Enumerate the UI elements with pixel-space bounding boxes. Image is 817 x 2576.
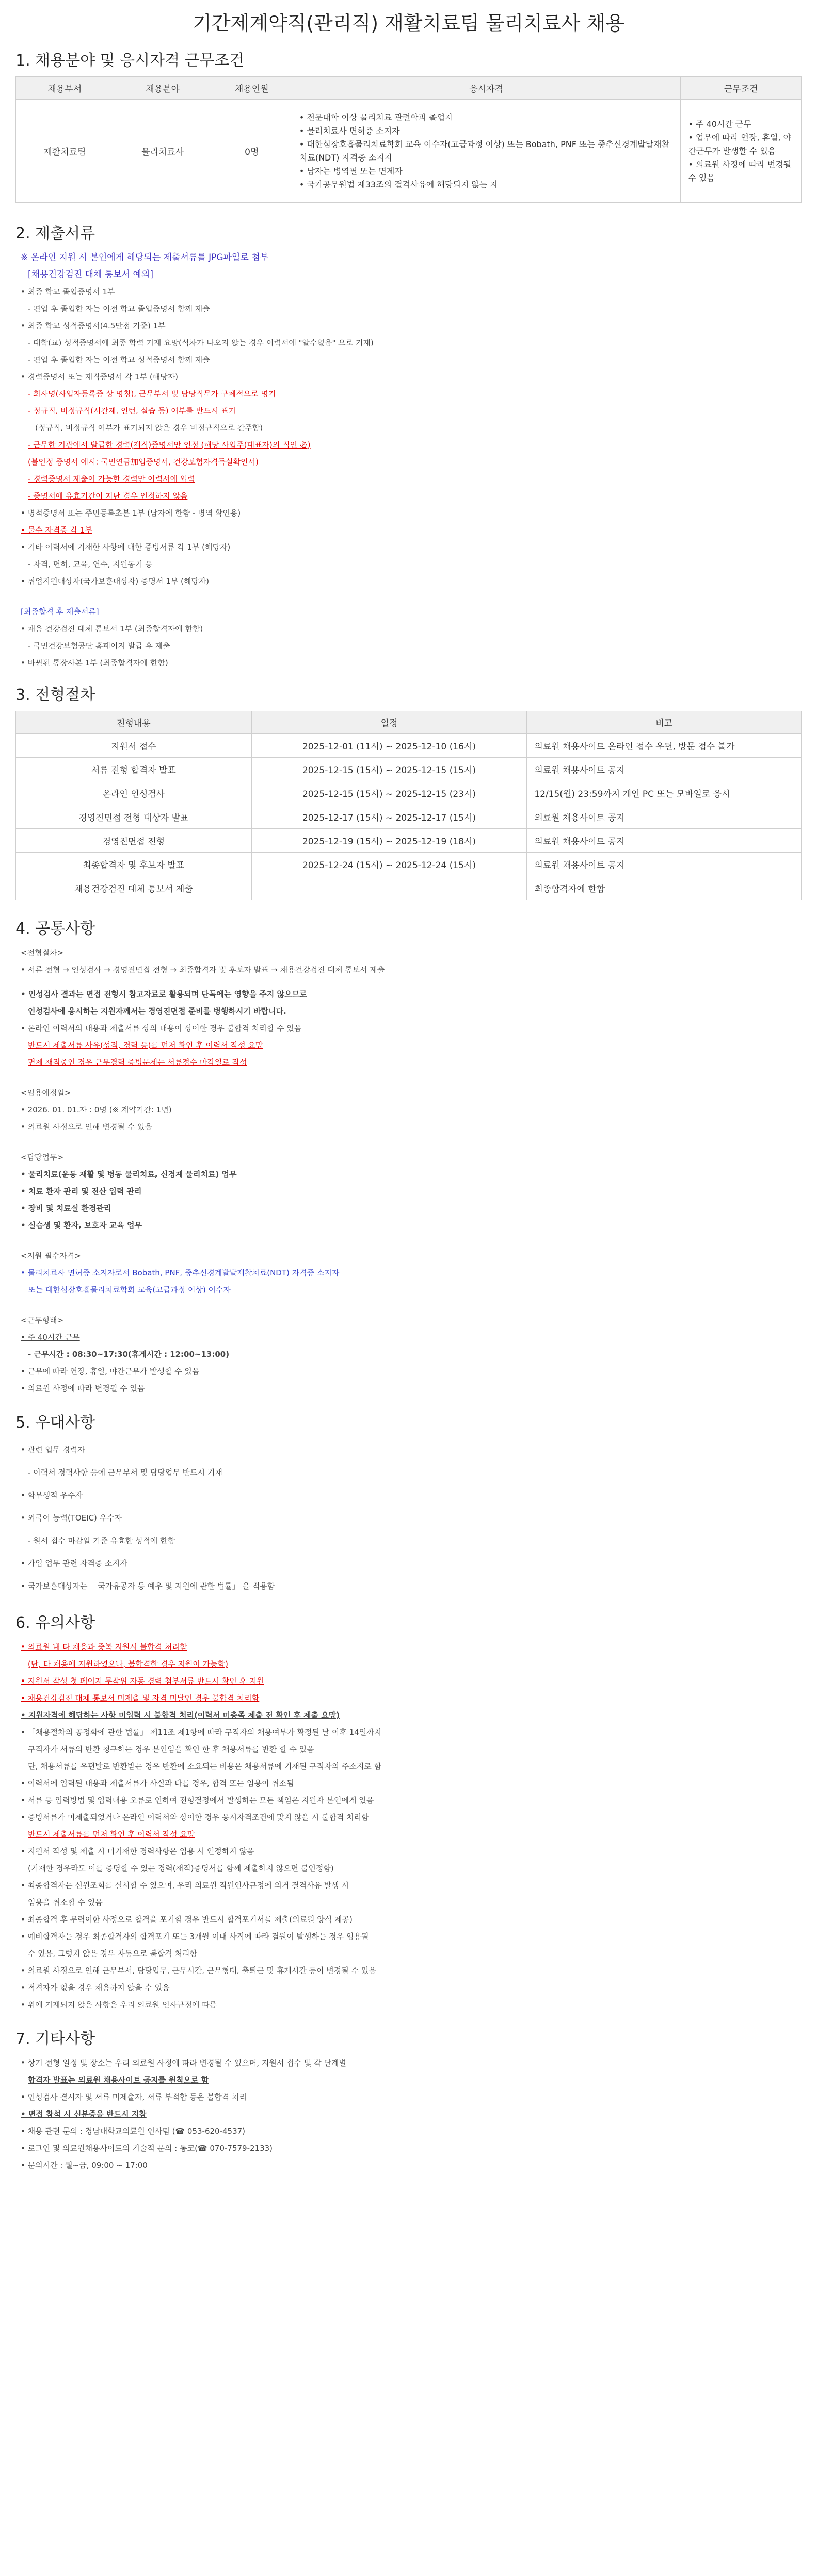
cell-note: 의료원 채용사이트 공지 <box>527 853 802 876</box>
section-4-heading: 4. 공통사항 <box>15 920 95 938</box>
text-line: [최종합격 후 제출서류] <box>21 607 99 616</box>
text-line: • 상기 전형 일정 및 장소는 우리 의료원 사정에 따라 변경될 수 있으며, 지원서 접수 및 각 단계별 <box>21 2058 346 2068</box>
cell-note: 12/15(월) 23:59까지 개인 PC 또는 모바일로 응시 <box>527 781 802 805</box>
cell-dept: 재활치료팀 <box>16 100 114 203</box>
text-line: - 회사명(사업자등록증 상 명칭), 근무부서 및 담당직무가 구체적으로 명기 <box>28 389 276 398</box>
text-line: • 면접 참석 시 신분증을 반드시 지참 <box>21 2109 147 2119</box>
cell-step: 경영진면접 전형 대상자 발표 <box>16 805 252 829</box>
text-line: • 의료원 사정으로 인해 근무부서, 담당업무, 근무시간, 근무형태, 출퇴근 및 휴게시간 등이 변경될 수 있음 <box>21 1966 376 1975</box>
cell-schedule: 2025-12-17 (15시) ~ 2025-12-17 (15시) <box>251 805 527 829</box>
text-line: [채용건강검진 대체 통보서 예외] <box>28 269 153 280</box>
th-step: 전형내용 <box>16 711 252 734</box>
text-line: • 채용건강검진 대체 통보서 미제출 및 자격 미달인 경우 불합격 처리함 <box>21 1693 260 1703</box>
table-row <box>16 853 802 876</box>
section-2-heading: 2. 제출서류 <box>15 225 95 243</box>
text-line: • 최종 학교 졸업증명서 1부 <box>21 287 115 296</box>
text-line: • 물리치료(운동 재활 및 병동 물리치료, 신경계 물리치료) 업무 <box>21 1170 237 1179</box>
cell-step: 지원서 접수 <box>16 734 252 758</box>
text-line: • 가입 업무 관련 자격증 소지자 <box>21 1559 127 1568</box>
cell-count: 0명 <box>212 100 292 203</box>
text-line: - 경력증명서 제출이 가능한 경력만 이력서에 입력 <box>28 474 195 484</box>
cell-field: 물리치료사 <box>114 100 212 203</box>
preference-list <box>15 1438 802 1597</box>
text-line: • 주 40시간 근무 <box>21 1333 80 1342</box>
text-line: • 「채용절차의 공정화에 관한 법률」 제11조 제1항에 따라 구직자의 채용여부가 확정된 날 이후 14일까지 <box>21 1727 382 1737</box>
table-row <box>16 876 802 900</box>
text-line: <담당업무> <box>21 1153 64 1162</box>
text-line: • 외국어 능력(TOEIC) 우수자 <box>21 1513 122 1523</box>
text-line: <임용예정일> <box>21 1088 71 1097</box>
text-line: - 편입 후 졸업한 자는 이전 학교 졸업증명서 함께 제출 <box>28 304 210 313</box>
text-line: • 물수 자격증 각 1부 <box>21 525 92 535</box>
schedule-table-header <box>16 711 802 734</box>
spacer <box>21 1299 802 1312</box>
text-line: - 자격, 면허, 교육, 연수, 지원동기 등 <box>28 559 153 569</box>
text-line: • 취업지원대상자(국가보훈대상자) 증명서 1부 (해당자) <box>21 577 210 586</box>
table-row <box>16 829 802 853</box>
table-row <box>16 758 802 781</box>
cell-step: 경영진면접 전형 <box>16 829 252 853</box>
text-line: • 의료원 내 타 채용과 중복 지원시 불합격 처리함 <box>21 1642 187 1652</box>
table-row <box>16 805 802 829</box>
text-line: • 지원서 작성 및 제출 시 미기재한 경력사항은 입용 시 인정하지 않음 <box>21 1847 254 1856</box>
cell-schedule: 2025-12-15 (15시) ~ 2025-12-15 (15시) <box>251 758 527 781</box>
page-title: 기간제계약직(관리직) 재활치료팀 물리치료사 채용 <box>193 12 624 35</box>
text-line: • 온라인 이력서의 내용과 제출서류 상의 내용이 상이한 경우 불합격 처리할 수 있음 <box>21 1023 302 1033</box>
text-line: • 물리치료사 면허증 소지자로서 Bobath, PNF, 중추신경계발달재활치료(NDT) 자격증 소지자 <box>21 1268 340 1277</box>
cell-step: 서류 전형 합격자 발표 <box>16 758 252 781</box>
qualification-item: • 전문대학 이상 물리치료 관련학과 졸업자 <box>299 111 674 124</box>
text-line: ※ 온라인 지원 시 본인에게 해당되는 제출서류를 JPG파일로 첨부 <box>21 252 269 263</box>
cell-step: 최종합격자 및 후보자 발표 <box>16 853 252 876</box>
cell-schedule: 2025-12-01 (11시) ~ 2025-12-10 (16시) <box>251 734 527 758</box>
text-line: • 의료원 사정에 따라 변경될 수 있음 <box>21 1384 145 1393</box>
text-line: • 적격자가 없을 경우 채용하지 않을 수 있음 <box>21 1983 170 1992</box>
spacer <box>21 1135 802 1149</box>
text-line: - 편입 후 졸업한 자는 이전 학교 성적증명서 함께 제출 <box>28 355 210 364</box>
cell-conditions <box>681 100 802 203</box>
text-line: (기재한 경우라도 이를 증명할 수 있는 경력(재직)증명서를 함께 제출하지 않으면 불인정함) <box>28 1864 334 1873</box>
section-1-heading: 1. 채용분야 및 응시자격 근무조건 <box>15 52 245 70</box>
text-line: • 기타 이력서에 기재한 사항에 대한 증빙서류 각 1부 (해당자) <box>21 542 231 552</box>
text-line: • 지원자격에 해당하는 사항 미입력 시 불합격 처리(이력서 미충족 제출 전 확인 후 제출 요망) <box>21 1710 340 1720</box>
cell-note: 의료원 채용사이트 공지 <box>527 758 802 781</box>
text-line: - 근무한 기관에서 발급한 경력(재직)증명서만 인정 (해당 사업주(대표자)의 직인 必) <box>28 440 311 450</box>
recruit-table-header <box>16 77 802 100</box>
condition-item: • 주 40시간 근무 <box>688 118 794 131</box>
th-dept: 채용부서 <box>16 77 114 100</box>
section-6-heading: 6. 유의사항 <box>15 1614 95 1632</box>
text-line: 인성검사에 응시하는 지원자께서는 경영진면접 준비를 병행하시기 바랍니다. <box>28 1006 286 1016</box>
text-line: • 2026. 01. 01.자 : 0명 (※ 계약기간: 1년) <box>21 1105 172 1114</box>
text-line: 단, 채용서류를 우편발로 반환받는 경우 반환에 소요되는 비용은 채용서류에 기재된 구직자의 주소지로 함 <box>28 1762 382 1771</box>
text-line: • 실습생 및 환자, 보호자 교육 업무 <box>21 1221 142 1230</box>
text-line: • 바뀐된 통장사본 1부 (최종합격자에 한함) <box>21 658 168 667</box>
text-line: - 증명서에 유효기간이 지난 경우 인정하지 않음 <box>28 491 188 501</box>
text-line: • 서류 등 입력방법 및 입력내용 오류로 인하여 전형결정에서 발생하는 모든 책임은 지원자 본인에게 있음 <box>21 1796 374 1805</box>
text-line: • 치료 환자 관리 및 전산 입력 관리 <box>21 1187 142 1196</box>
condition-item: • 업무에 따라 연장, 휴일, 야간근무가 발생할 수 있음 <box>688 131 794 158</box>
text-line: • 지원서 작성 첫 페이지 무작위 자동 경력 첨부서류 반드시 확인 후 지원 <box>21 1676 264 1686</box>
cell-schedule: 2025-12-19 (15시) ~ 2025-12-19 (18시) <box>251 829 527 853</box>
text-line: 또는 대한심장호흡물리치료학회 교육(고급과정 이상) 이수자 <box>28 1285 231 1294</box>
table-row <box>16 781 802 805</box>
cell-step: 온라인 인성검사 <box>16 781 252 805</box>
text-line: • 문의시간 : 월~금, 09:00 ~ 17:00 <box>21 2161 148 2170</box>
cell-schedule <box>251 876 527 900</box>
text-line: - 정규직, 비정규직(시간제, 인턴, 실습 등) 여부를 반드시 표기 <box>28 406 236 415</box>
text-line: • 인성검사 결과는 면접 전형시 참고자료로 활용되며 단독에는 영향을 주지 않으므로 <box>21 989 307 999</box>
text-line: <지원 필수자격> <box>21 1251 81 1260</box>
section-3-heading: 3. 전형절차 <box>15 686 95 704</box>
spacer <box>21 590 802 603</box>
notice-list <box>15 1639 802 2013</box>
section-5-heading: 5. 우대사항 <box>15 1414 95 1432</box>
th-schedule: 일정 <box>251 711 527 734</box>
text-line: - 대학(교) 성적증명서에 최종 학력 기재 요망(석차가 나오지 않는 경우 이력서에 "알수없음" 으로 기재) <box>28 338 374 347</box>
qualification-item: • 대한심장호흡물리치료학회 교육 이수자(고급과정 이상) 또는 Bobath, PNF 또는 중추신경계발달재활치료(NDT) 자격증 소지자 <box>299 138 674 165</box>
section-7-heading: 7. 기타사항 <box>15 2030 95 2048</box>
spacer <box>21 1234 802 1247</box>
text-line: - 근무시간 : 08:30~17:30(휴게시간 : 12:00~13:00) <box>28 1350 230 1359</box>
text-line: (정규직, 비정규직 여부가 표기되지 않은 경우 비정규직으로 간주함) <box>35 423 263 433</box>
etc-list <box>15 2055 802 2174</box>
table-row <box>16 100 802 203</box>
text-line: • 예비합격자는 경우 최종합격자의 합격포기 또는 3개월 이내 사직에 따라 결원이 발생하는 경우 임용될 <box>21 1932 369 1941</box>
spacer <box>21 1071 802 1084</box>
cell-qualifications <box>292 100 681 203</box>
text-line: 구직자가 서류의 반환 청구하는 경우 본인임을 확인 한 후 채용서류를 반환 할 수 있음 <box>28 1745 314 1754</box>
text-line: <전형절차> <box>21 948 64 957</box>
text-line: • 관련 업무 경력자 <box>21 1445 85 1454</box>
cell-note: 최종합격자에 한함 <box>527 876 802 900</box>
qualification-item: • 국가공무원법 제33조의 결격사유에 해당되지 않는 자 <box>299 178 674 191</box>
text-line: • 이력서에 입력된 내용과 제출서류가 사실과 다를 경우, 합격 또는 임용이 취소됨 <box>21 1779 294 1788</box>
th-note: 비고 <box>527 711 802 734</box>
text-line: • 병적증명서 또는 주민등록초본 1부 (남자에 한함 - 병역 확인용) <box>21 508 241 518</box>
text-line: • 근무에 따라 연장, 휴일, 야간근무가 발생할 수 있음 <box>21 1367 200 1376</box>
text-line: <근무형태> <box>21 1316 64 1325</box>
recruit-table <box>15 76 802 203</box>
documents-list <box>15 249 802 671</box>
text-line: 반드시 제출서류를 먼저 확인 후 이력서 작성 요망 <box>28 1830 195 1839</box>
text-line: • 최종합격자는 신원조회를 실시할 수 있으며, 우리 의료원 직원인사규정에 의거 결격사유 발생 시 <box>21 1881 349 1890</box>
text-line: 반드시 제출서류 사유(성적, 경력 등)를 먼저 확인 후 이력서 작성 요망 <box>28 1041 263 1050</box>
text-line: • 증빙서류가 미제출되었거나 온라인 이력서와 상이한 경우 응시자격조건에 맞지 않을 시 불합격 처리함 <box>21 1813 369 1822</box>
table-row <box>16 734 802 758</box>
cell-step: 채용건강검진 대체 통보서 제출 <box>16 876 252 900</box>
cell-note: 의료원 채용사이트 공지 <box>527 829 802 853</box>
text-line: (단, 타 채용에 지원하였으나, 불합격한 경우 지원이 가능함) <box>28 1659 228 1669</box>
text-line: - 국민건강보험공단 홈페이지 발급 후 제출 <box>28 641 170 650</box>
th-conditions: 근무조건 <box>681 77 802 100</box>
text-line: 합격자 발표는 의료원 채용사이트 공지를 원칙으로 함 <box>28 2075 209 2085</box>
text-line: • 학부생적 우수자 <box>21 1491 83 1500</box>
text-line: 임용을 취소할 수 있음 <box>28 1898 103 1907</box>
text-line: • 서류 전형 → 인성검사 → 경영진면접 전형 → 최종합격자 및 후보자 발표 → 채용건강검진 대체 통보서 제출 <box>21 965 385 974</box>
text-line: • 의료원 사정으로 인해 변경될 수 있음 <box>21 1122 152 1131</box>
text-line: • 경력증명서 또는 재직증명서 각 1부 (해당자) <box>21 372 179 381</box>
text-line: • 장비 및 치료실 환경관리 <box>21 1204 111 1213</box>
qualification-item: • 물리치료사 면허증 소지자 <box>299 124 674 138</box>
text-line: • 국가보훈대상자는 「국가유공자 등 예우 및 지원에 관한 법률」 을 적용함 <box>21 1581 275 1591</box>
text-line: • 채용 관련 문의 : 경남대학교의료원 인사팀 (☎ 053-620-4537) <box>21 2126 246 2136</box>
cell-note: 의료원 채용사이트 공지 <box>527 805 802 829</box>
qualification-item: • 남자는 병역필 또는 면제자 <box>299 165 674 178</box>
text-line: • 최종합격 후 무력이한 사정으로 합격을 포기할 경우 반드시 합격포기서를 제출(의료원 양식 제공) <box>21 1915 353 1924</box>
spacer <box>21 979 802 986</box>
condition-item: • 의료원 사정에 따라 변경될 수 있음 <box>688 158 794 185</box>
text-line: (불인정 증명서 예시: 국민연금加입증명서, 건강보험자격득실확인서) <box>28 457 259 467</box>
text-line: 면제 재직중인 경우 근무경력 증빙문제는 서류접수 마감일로 작성 <box>28 1058 247 1067</box>
th-qualification: 응시자격 <box>292 77 681 100</box>
th-field: 채용분야 <box>114 77 212 100</box>
text-line: - 이력서 경력사항 등에 근무부서 및 담당업무 반드시 기재 <box>28 1468 222 1477</box>
cell-note: 의료원 채용사이트 온라인 접수 우편, 방문 접수 불가 <box>527 734 802 758</box>
text-line: • 로그인 및 의료원채용사이트의 기술적 문의 : 통코(☎ 070-7579-2133) <box>21 2143 273 2153</box>
text-line: - 원서 접수 마감일 기준 유효한 성적에 한함 <box>28 1536 175 1545</box>
text-line: 수 있음, 그렇지 않은 경우 자동으로 불합격 처리함 <box>28 1949 197 1958</box>
cell-schedule: 2025-12-24 (15시) ~ 2025-12-24 (15시) <box>251 853 527 876</box>
schedule-table <box>15 711 802 900</box>
common-list <box>15 945 802 1397</box>
text-line: • 채용 건강검진 대체 통보서 1부 (최종합격자에 한함) <box>21 624 203 633</box>
th-count: 채용인원 <box>212 77 292 100</box>
text-line: • 인성검사 결시자 및 서류 미제출자, 서류 부적합 등은 불합격 처리 <box>21 2092 247 2102</box>
cell-schedule: 2025-12-15 (15시) ~ 2025-12-15 (23시) <box>251 781 527 805</box>
text-line: • 위에 기재되지 않은 사항은 우리 의료원 인사규정에 따름 <box>21 2000 217 2009</box>
text-line: • 최종 학교 성적증명서(4.5만점 기준) 1부 <box>21 321 166 330</box>
